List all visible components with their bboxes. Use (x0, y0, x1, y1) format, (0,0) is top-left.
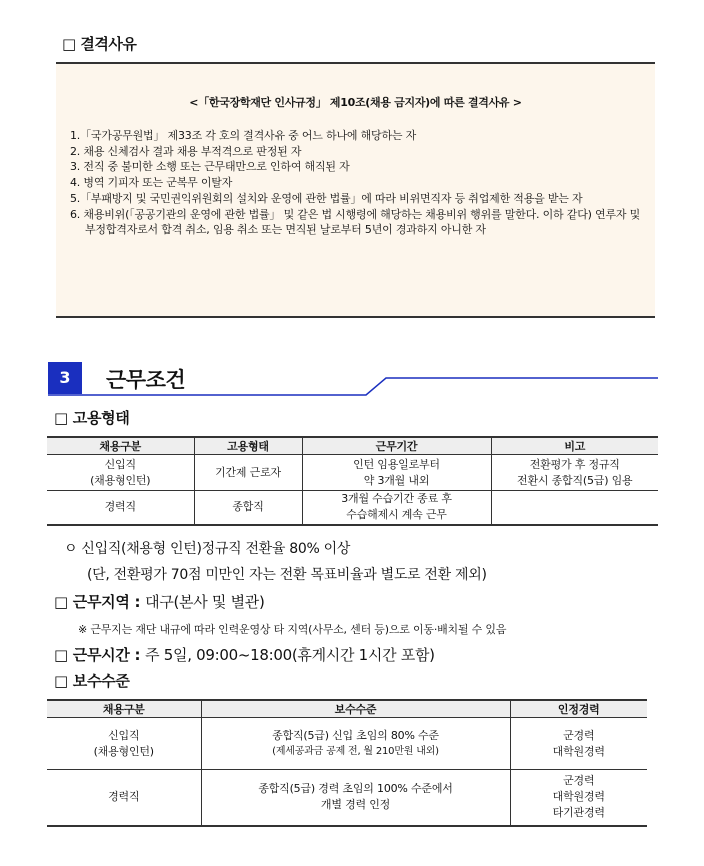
table-cell: 종합직 (194, 491, 302, 525)
section-number-badge: 3 (48, 362, 82, 394)
conversion-exception-text: (단, 전환평가 70점 미만인 자는 전환 목표비율과 별도로 전환 제외) (87, 567, 487, 583)
list-item: 6. 채용비위(「공공기관의 운영에 관한 법률」 및 같은 법 시행령에 해당하는 채용비위 행위를 말한다. 이하 같다) 연루자 및 부정합격자로서 합격 취소, 임용 취소 또는 면직된 날로부터 5년이 경과하지 아니한 자 (70, 207, 641, 237)
pay-level-subtext: (제세공과금 공제 전, 월 210만원 내외) (272, 745, 439, 757)
table-cell (201, 718, 510, 770)
table-header-cell: 채용구분 (47, 437, 194, 455)
table-header-cell: 비고 (491, 437, 658, 455)
table-header-cell: 채용구분 (47, 700, 201, 718)
work-location-value: 대구(본사 및 별관) (145, 593, 265, 611)
disqualification-list (70, 128, 650, 238)
table-header-row (47, 700, 647, 718)
subsection-title-pay: □ 보수수준 (54, 672, 130, 690)
conversion-rate-text: ㅇ 신입직(채용형 인턴)정규직 전환율 80% 이상 (64, 541, 351, 557)
employment-type-table (47, 436, 658, 526)
table-cell: 경력직 (47, 770, 201, 826)
table-cell: 3개월 수습기간 종료 후 수습해제시 계속 근무 (302, 491, 491, 525)
table-header-row (47, 437, 658, 455)
pay-level-subtext: 개별 경력 인정 (320, 798, 391, 812)
table-row (47, 718, 647, 770)
subsection-title-employment-type: □ 고용형태 (54, 409, 130, 427)
list-item: 3. 전직 중 불미한 소행 또는 근무태만으로 인하여 해직된 자 (70, 160, 350, 174)
pay-level-text: 종합직(5급) 경력 초임의 100% 수준에서 (258, 782, 453, 796)
work-hours-label: □ 근무시간 : (54, 646, 141, 664)
table-cell: 신입직 (채용형인턴) (47, 455, 194, 491)
table-cell (491, 491, 658, 525)
table-cell: 신입직 (채용형인턴) (47, 718, 201, 770)
table-cell (201, 770, 510, 826)
list-item: 4. 병역 기피자 또는 군복무 이탈자 (70, 176, 233, 190)
table-header-cell: 인정경력 (510, 700, 647, 718)
section-title-work-conditions: 근무조건 (106, 368, 186, 392)
pay-level-text: 종합직(5급) 신입 초임의 80% 수준 (272, 728, 439, 742)
list-item: 2. 채용 신체검사 결과 채용 부적격으로 판정된 자 (70, 144, 302, 158)
table-cell: 기간제 근로자 (194, 455, 302, 491)
table-header-cell: 근무기간 (302, 437, 491, 455)
table-row (47, 455, 658, 491)
table-cell: 군경력 대학원경력 (510, 718, 647, 770)
disqualification-heading: <「한국장학재단 인사규정」 제10조(채용 금지자)에 따른 결격사유 > (189, 96, 522, 109)
work-location-row (54, 591, 265, 612)
section-title-disqualification: □ 결격사유 (62, 35, 137, 53)
list-item: 5.「부패방지 및 국민권익위원회의 설치와 운영에 관한 법률」에 따라 비위면직자 등 취업제한 적용을 받는 자 (70, 191, 583, 205)
table-cell: 군경력 대학원경력 타기관경력 (510, 770, 647, 826)
table-cell: 경력직 (47, 491, 194, 525)
table-cell: 인턴 임용일로부터 약 3개월 내외 (302, 455, 491, 491)
table-header-cell: 고용형태 (194, 437, 302, 455)
pay-table (47, 699, 647, 827)
work-hours-row (54, 644, 435, 665)
table-row (47, 491, 658, 525)
table-header-cell: 보수수준 (201, 700, 510, 718)
work-location-note: ※ 근무지는 재단 내규에 따라 인력운영상 타 지역(사무소, 센터 등)으로 이동·배치될 수 있음 (78, 623, 507, 636)
table-cell: 전환평가 후 정규직 전환시 종합직(5급) 임용 (491, 455, 658, 491)
table-row (47, 770, 647, 826)
work-hours-value: 주 5일, 09:00~18:00(휴게시간 1시간 포함) (145, 646, 435, 664)
list-item: 1.「국가공무원법」 제33조 각 호의 결격사유 중 어느 하나에 해당하는 자 (70, 129, 417, 142)
disqualification-box (56, 62, 655, 318)
work-location-label: □ 근무지역 : (54, 593, 141, 611)
